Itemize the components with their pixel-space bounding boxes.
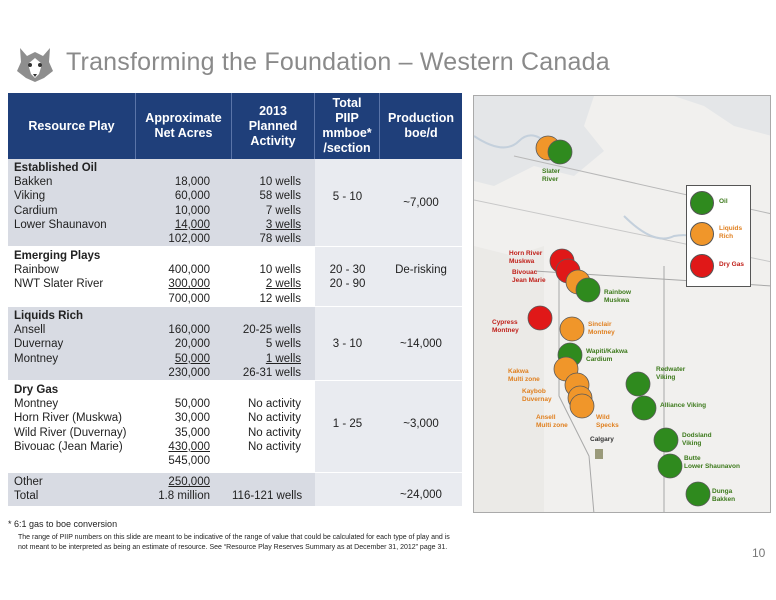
activity-values [232,247,315,306]
activity-value: 1 wells [265,352,301,365]
acres-subtotal: 700,000 [168,292,210,305]
net-acres-values [136,159,232,246]
activity-values [232,381,315,472]
header-resource-play: Resource Play [8,93,136,159]
table-group-dry-gas [8,381,462,473]
acres-subtotal: 230,000 [168,366,210,379]
play-markers [474,96,771,513]
header-total-piip: Total PIIP mmboe* /section [315,93,380,159]
activity-total: 116-121 wells [232,490,303,503]
play-name: Ansell [14,324,46,337]
acres-value: 430,000 [168,440,210,453]
page-number: 10 [752,546,766,560]
activity-value: 58 wells [259,190,301,203]
table-group-liquids-rich [8,307,462,381]
liquids-dot-icon [690,222,714,246]
production-value: De-risking [380,247,462,306]
table-group-total [8,473,462,507]
piip-value: 3 - 10 [315,307,380,380]
production-value: ~14,000 [380,307,462,380]
acres-value: 35,000 [174,426,210,439]
acres-value: 60,000 [174,190,210,203]
label-kaybob: Kaybob Duvernay [522,388,552,403]
company-logo-icon [14,44,56,84]
acres-value: 400,000 [168,264,210,277]
label-ansell: Ansell Multi zone [536,414,568,429]
sinclair-dot [560,317,584,341]
activity-value: No activity [247,398,301,411]
piip-value [315,473,380,506]
play-name: Total [14,490,39,503]
group-title: Established Oil [14,162,98,174]
label-dunga: Dunga Bakken [712,488,736,503]
acres-subtotal: 545,000 [168,455,210,468]
western-canada-map [473,95,771,513]
label-dodsland: Dodsland Viking [682,432,712,447]
production-value: ~3,000 [380,381,462,472]
piip-value: 20 - 30 20 - 90 [315,247,380,306]
acres-total: 1.8 million [158,490,210,503]
acres-value: 300,000 [168,278,210,291]
redwater-dot [626,372,650,396]
play-name: Cardium [14,204,58,217]
play-names [8,159,136,246]
acres-value: 14,000 [174,218,210,231]
alliance-dot [632,396,656,420]
play-names [8,473,136,506]
play-name: Wild River (Duvernay) [14,426,127,439]
acres-value: 160,000 [168,324,210,337]
rainbow-oil-dot [576,278,600,302]
activity-value: 10 wells [259,264,301,277]
header-production: Production boe/d [388,111,454,140]
activity-subtotal: 78 wells [259,233,301,246]
net-acres-values [136,247,232,306]
table-group-established-oil [8,159,462,247]
activity-value: 3 wells [265,218,301,231]
play-names [8,307,136,380]
play-name: Bivouac (Jean Marie) [14,440,123,453]
dry-gas-dot-icon [690,254,714,278]
ansell-dot-2 [570,394,594,418]
acres-value: 30,000 [174,412,210,425]
activity-subtotal: 26-31 wells [242,366,301,379]
dodsland-dot [654,428,678,452]
play-name: Bakken [14,176,53,189]
map-legend [686,185,751,287]
acres-subtotal: 102,000 [168,233,210,246]
net-acres-values [136,381,232,472]
cypress-dot [528,306,552,330]
play-name: Horn River (Muskwa) [14,412,122,425]
production-total: ~24,000 [380,473,462,506]
acres-value: 18,000 [174,176,210,189]
legend-item-dry-gas [690,254,750,280]
activity-subtotal: 12 wells [259,292,301,305]
label-wild: Wild Specks [596,414,619,429]
table-group-emerging-plays [8,247,462,307]
label-redwater: Redwater Viking [656,366,686,381]
activity-value: 2 wells [265,278,301,291]
play-name: Rainbow [14,264,59,277]
play-names [8,381,136,472]
activity-value: 10 wells [259,176,301,189]
label-cypress: Cypress Montney [492,319,519,334]
legend-label: Oil [719,198,728,205]
footnote-disclaimer: The range of PIIP numbers on this slide are meant to be indicative of the range of value that could be calculated for each type of play and is not meant to be interpreted as being an estimate of resource. See “Resource Play Reserves Summary as at December 31, 2012” page 31. [18,534,450,551]
resource-play-table [8,93,462,507]
play-name: Other [14,476,43,488]
activity-value: No activity [247,412,301,425]
acres-value: 20,000 [174,338,210,351]
group-title: Emerging Plays [14,250,101,262]
label-slater-river: Slater River [542,168,561,183]
activity-values [232,307,315,380]
legend-label: Dry Gas [719,261,744,268]
acres-value: 50,000 [174,352,210,365]
label-wapiti: Wapiti/Kakwa Cardium [586,348,628,363]
play-name: Viking [14,190,46,203]
acres-value: 250,000 [168,476,210,488]
group-title: Liquids Rich [14,310,83,322]
legend-item-liquids [690,222,750,248]
label-horn-river: Horn River Muskwa [509,250,543,265]
footnote-conversion: * 6:1 gas to boe conversion [8,519,118,529]
label-alliance: Alliance Viking [660,402,707,409]
activity-values [232,159,315,246]
activity-value: 20-25 wells [242,324,301,337]
label-rainbow: Rainbow Muskwa [604,289,632,304]
legend-item-oil [690,191,750,217]
page-title: Transforming the Foundation – Western Canada [66,48,610,76]
oil-dot-icon [690,191,714,215]
group-title: Dry Gas [14,384,59,396]
legend-label: Liquids Rich [719,225,743,240]
header-planned-activity: 2013 Planned Activity [232,93,315,159]
play-name: NWT Slater River [14,278,104,291]
header-net-acres: Approximate Net Acres [136,93,232,159]
activity-value: No activity [247,426,301,439]
play-name: Montney [14,398,59,411]
slater-oil-dot [548,140,572,164]
label-kakwa: Kakwa Multi zone [508,368,540,383]
acres-value: 10,000 [174,204,210,217]
label-sinclair: Sinclair Montney [588,321,615,336]
activity-value: 5 wells [265,338,301,351]
play-name: Duvernay [14,338,64,351]
play-name: Lower Shaunavon [14,218,107,231]
label-calgary: Calgary [590,436,614,443]
piip-value: 1 - 25 [315,381,380,472]
piip-value: 5 - 10 [315,159,380,246]
play-names [8,247,136,306]
label-butte: Butte Lower Shaunavon [684,455,740,470]
dunga-dot [686,482,710,506]
table-header-row [8,93,462,159]
net-acres-values [136,307,232,380]
butte-dot [658,454,682,478]
label-bivouac: Bivouac Jean Marie [512,269,546,284]
activity-values [232,473,315,506]
acres-value: 50,000 [174,398,210,411]
net-acres-values [136,473,232,506]
production-value: ~7,000 [380,159,462,246]
play-name: Montney [14,352,59,365]
activity-value: No activity [247,440,301,453]
activity-value: 7 wells [265,204,301,217]
